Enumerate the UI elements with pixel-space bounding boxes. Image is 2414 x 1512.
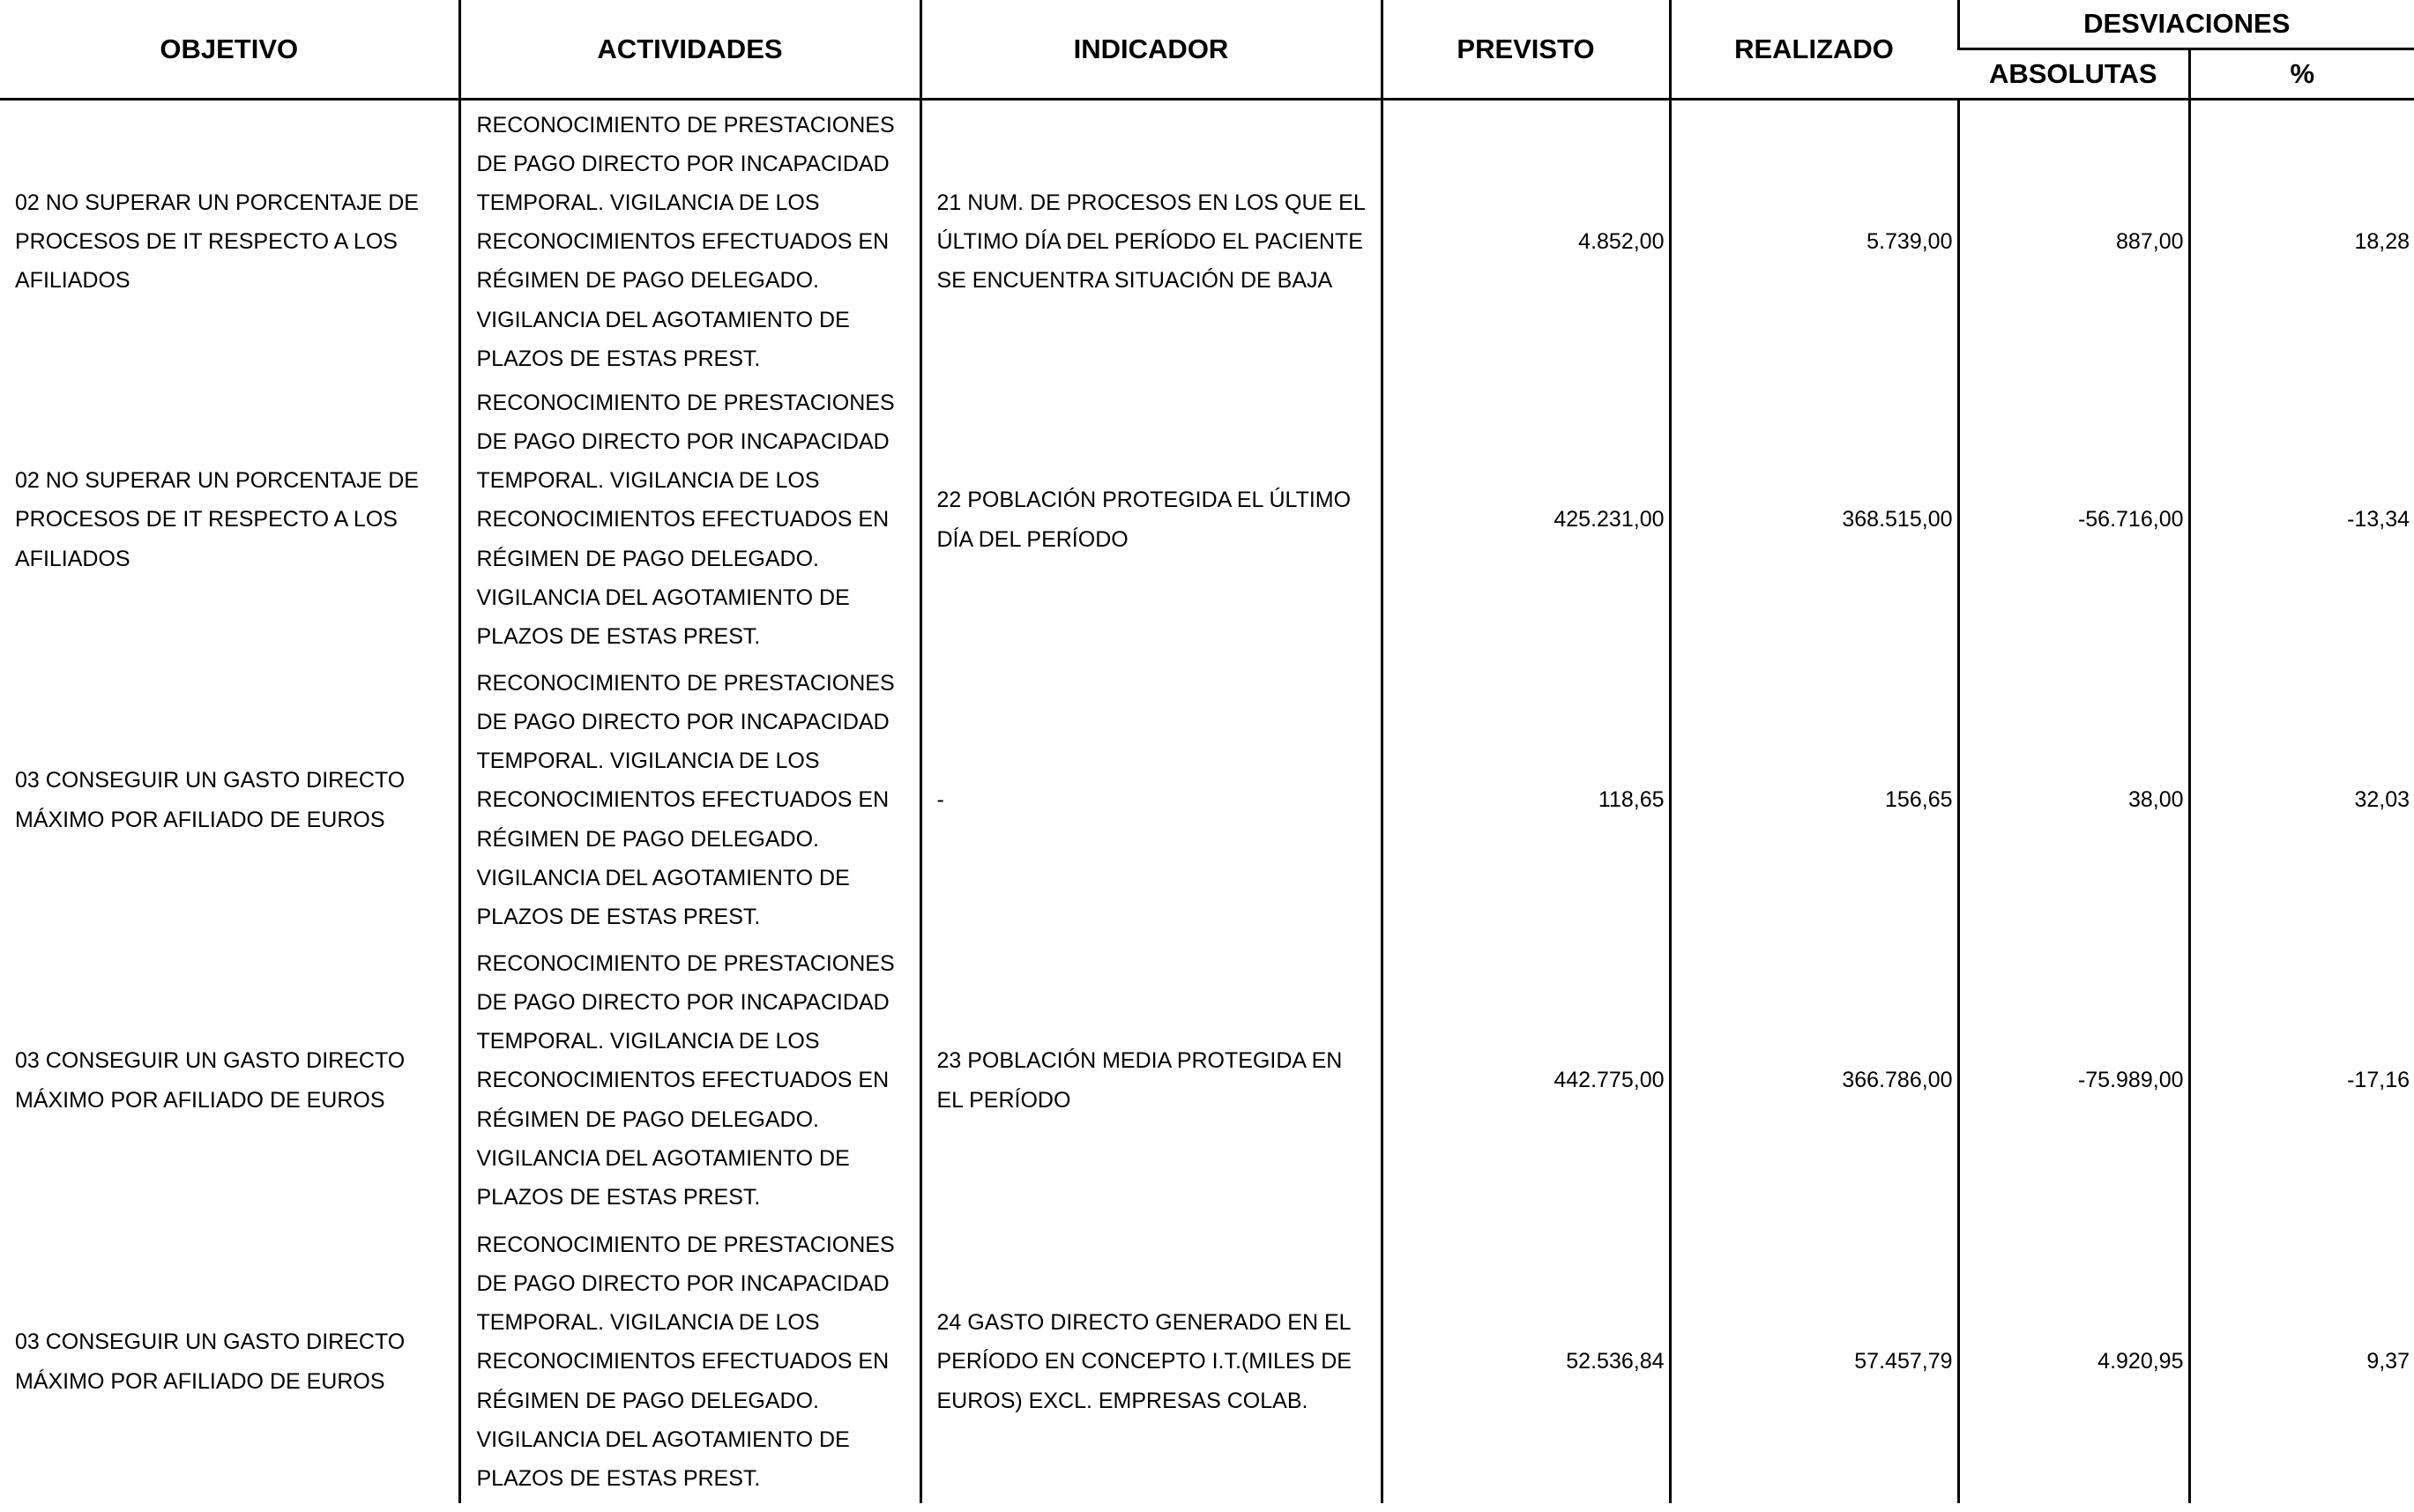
cell-previsto: 4.852,00: [1382, 100, 1670, 380]
cell-objetivo: 03 CONSEGUIR UN GASTO DIRECTO MÁXIMO POR AFILIADO DE EUROS: [15, 768, 406, 832]
cell-indicador: 21 NUM. DE PROCESOS EN LOS QUE EL ÚLTIMO DÍA DEL PERÍODO EL PACIENTE SE ENCUENTRA SITUACIÓN DE BAJA: [920, 100, 1382, 380]
cell-porcentaje: 18,28: [2189, 100, 2414, 380]
table-header: [0, 0, 2414, 100]
cell-realizado: 156,65: [1670, 660, 1958, 941]
header-indicador: INDICADOR: [920, 0, 1382, 100]
cell-actividades: RECONOCIMIENTO DE PRESTACIONES DE PAGO DIRECTO POR INCAPACIDAD TEMPORAL. VIGILANCIA DE LOS RECONOCIMIENTOS EFECTUADOS EN RÉGIMEN DE PAGO DELEGADO. VIGILANCIA DEL AGOTAMIENTO DE PLAZOS DE ESTAS PREST.: [459, 660, 920, 941]
header-realizado: REALIZADO: [1670, 0, 1958, 100]
cell-objetivo: 03 CONSEGUIR UN GASTO DIRECTO MÁXIMO POR AFILIADO DE EUROS: [15, 1048, 406, 1113]
cell-indicador: -: [920, 660, 1382, 941]
cell-indicador: 22 POBLACIÓN PROTEGIDA EL ÚLTIMO DÍA DEL PERÍODO: [920, 380, 1382, 660]
header-porcentaje: %: [2189, 49, 2414, 100]
cell-objetivo: 03 CONSEGUIR UN GASTO DIRECTO MÁXIMO POR AFILIADO DE EUROS: [15, 1330, 406, 1394]
cell-objetivo: 02 NO SUPERAR UN PORCENTAJE DE PROCESOS DE IT RESPECTO A LOS AFILIADOS: [15, 468, 419, 571]
cell-absolutas: -56.716,00: [1958, 380, 2189, 660]
cell-realizado: 366.786,00: [1670, 941, 1958, 1221]
cell-indicador: 24 GASTO DIRECTO GENERADO EN EL PERÍODO EN CONCEPTO I.T.(MILES DE EUROS) EXCL. EMPRESAS COLAB.: [920, 1221, 1382, 1503]
header-absolutas: ABSOLUTAS: [1958, 49, 2189, 100]
cell-realizado: 5.739,00: [1670, 100, 1958, 380]
cell-absolutas: -75.989,00: [1958, 941, 2189, 1221]
cell-previsto: 118,65: [1382, 660, 1670, 941]
cell-porcentaje: -17,16: [2189, 941, 2414, 1221]
cell-previsto: 52.536,84: [1382, 1221, 1670, 1503]
cell-objetivo: 02 NO SUPERAR UN PORCENTAJE DE PROCESOS DE IT RESPECTO A LOS AFILIADOS: [15, 190, 419, 294]
table-body: [0, 100, 2414, 1503]
cell-actividades: RECONOCIMIENTO DE PRESTACIONES DE PAGO DIRECTO POR INCAPACIDAD TEMPORAL. VIGILANCIA DE LOS RECONOCIMIENTOS EFECTUADOS EN RÉGIMEN DE PAGO DELEGADO. VIGILANCIA DEL AGOTAMIENTO DE PLAZOS DE ESTAS PREST.: [459, 941, 920, 1221]
cell-porcentaje: -13,34: [2189, 380, 2414, 660]
cell-porcentaje: 9,37: [2189, 1221, 2414, 1503]
table-row: [0, 660, 2414, 941]
header-previsto: PREVISTO: [1382, 0, 1670, 100]
table-row: [0, 941, 2414, 1221]
cell-previsto: 425.231,00: [1382, 380, 1670, 660]
table-row: [0, 380, 2414, 660]
cell-previsto: 442.775,00: [1382, 941, 1670, 1221]
cell-realizado: 57.457,79: [1670, 1221, 1958, 1503]
table-row: [0, 1221, 2414, 1503]
cell-absolutas: 38,00: [1958, 660, 2189, 941]
header-desviaciones: DESVIACIONES: [1958, 0, 2414, 49]
cell-porcentaje: 32,03: [2189, 660, 2414, 941]
header-objetivo: OBJETIVO: [0, 0, 459, 100]
cell-realizado: 368.515,00: [1670, 380, 1958, 660]
cell-actividades: RECONOCIMIENTO DE PRESTACIONES DE PAGO DIRECTO POR INCAPACIDAD TEMPORAL. VIGILANCIA DE LOS RECONOCIMIENTOS EFECTUADOS EN RÉGIMEN DE PAGO DELEGADO. VIGILANCIA DEL AGOTAMIENTO DE PLAZOS DE ESTAS PREST.: [459, 1221, 920, 1503]
table-row: [0, 100, 2414, 380]
header-actividades: ACTIVIDADES: [459, 0, 920, 100]
cell-actividades: RECONOCIMIENTO DE PRESTACIONES DE PAGO DIRECTO POR INCAPACIDAD TEMPORAL. VIGILANCIA DE LOS RECONOCIMIENTOS EFECTUADOS EN RÉGIMEN DE PAGO DELEGADO. VIGILANCIA DEL AGOTAMIENTO DE PLAZOS DE ESTAS PREST.: [459, 380, 920, 660]
cell-actividades: RECONOCIMIENTO DE PRESTACIONES DE PAGO DIRECTO POR INCAPACIDAD TEMPORAL. VIGILANCIA DE LOS RECONOCIMIENTOS EFECTUADOS EN RÉGIMEN DE PAGO DELEGADO. VIGILANCIA DEL AGOTAMIENTO DE PLAZOS DE ESTAS PREST.: [459, 100, 920, 380]
cell-indicador: 23 POBLACIÓN MEDIA PROTEGIDA EN EL PERÍODO: [920, 941, 1382, 1221]
cell-absolutas: 4.920,95: [1958, 1221, 2189, 1503]
cell-absolutas: 887,00: [1958, 100, 2189, 380]
